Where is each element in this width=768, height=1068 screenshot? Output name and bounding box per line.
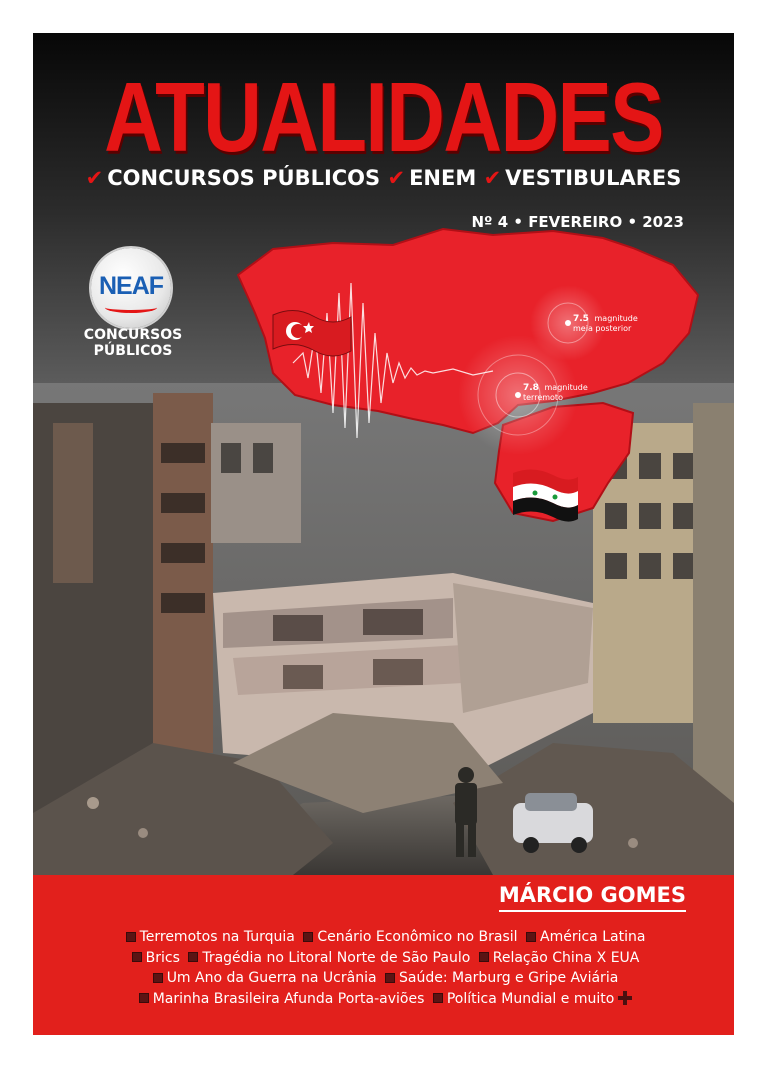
topic-item: Terremotos na Turquia [139,929,295,945]
square-bullet-icon [153,973,163,983]
footer-band [33,875,734,1035]
author-name: MÁRCIO GOMES [499,883,686,912]
plus-icon [618,991,632,1005]
logo-mark: NEAF [98,272,164,300]
subtitle-item-vestibulares: VESTIBULARES [505,166,682,190]
topic-line [33,989,734,1010]
subtitle-item-concursos: CONCURSOS PÚBLICOS [107,166,381,190]
square-bullet-icon [139,993,149,1003]
square-bullet-icon [526,932,536,942]
checkmark-icon: ✔ [483,166,502,190]
topic-item: Tragédia no Litoral Norte de São Paulo [202,949,471,966]
topic-item: Marinha Brasileira Afunda Porta-aviões [152,990,425,1007]
logo-caption-line1: CONCURSOS [83,327,183,343]
topics-list [33,927,734,1009]
quake-label-line1: magnitude [544,383,588,392]
logo-caption-line2: PÚBLICOS [93,343,173,359]
checkmark-icon: ✔ [387,166,406,190]
magazine-title: ATUALIDADES [104,62,663,172]
square-bullet-icon [188,952,198,962]
square-bullet-icon [433,993,443,1003]
topic-item: Política Mundial e muito [446,990,615,1007]
aftershock-label-line1: magnitude [594,314,638,323]
square-bullet-icon [132,952,142,962]
topic-item: Um Ano da Guerra na Ucrânia [166,970,377,986]
topic-line [33,927,734,948]
subtitle-item-enem: ENEM [409,166,477,190]
magazine-cover [33,33,734,1035]
square-bullet-icon [479,952,489,962]
topic-item: Cenário Econômico no Brasil [317,929,518,945]
svg-text:7.5 magnitude [573,314,638,324]
aftershock-label-line2: meia posterior [573,324,632,333]
topic-item: Saúde: Marburg e Gripe Aviária [399,970,619,986]
square-bullet-icon [126,932,136,942]
topic-item: América Latina [540,929,646,945]
quake-label-line2: terremoto [523,393,563,402]
topic-item: Brics [145,949,180,966]
checkmark-icon: ✔ [85,166,104,190]
topic-line [33,948,734,969]
turkey-earthquake-map [33,33,734,875]
square-bullet-icon [385,973,395,983]
square-bullet-icon [303,932,313,942]
quake-value: 7.8 [523,383,539,393]
topic-line [33,968,734,989]
aftershock-value: 7.5 [573,314,589,324]
svg-text:7.8 magnitude [523,383,588,393]
issue-info: Nº 4 • FEVEREIRO • 2023 [471,213,684,231]
topic-item: Relação China X EUA [492,949,640,966]
